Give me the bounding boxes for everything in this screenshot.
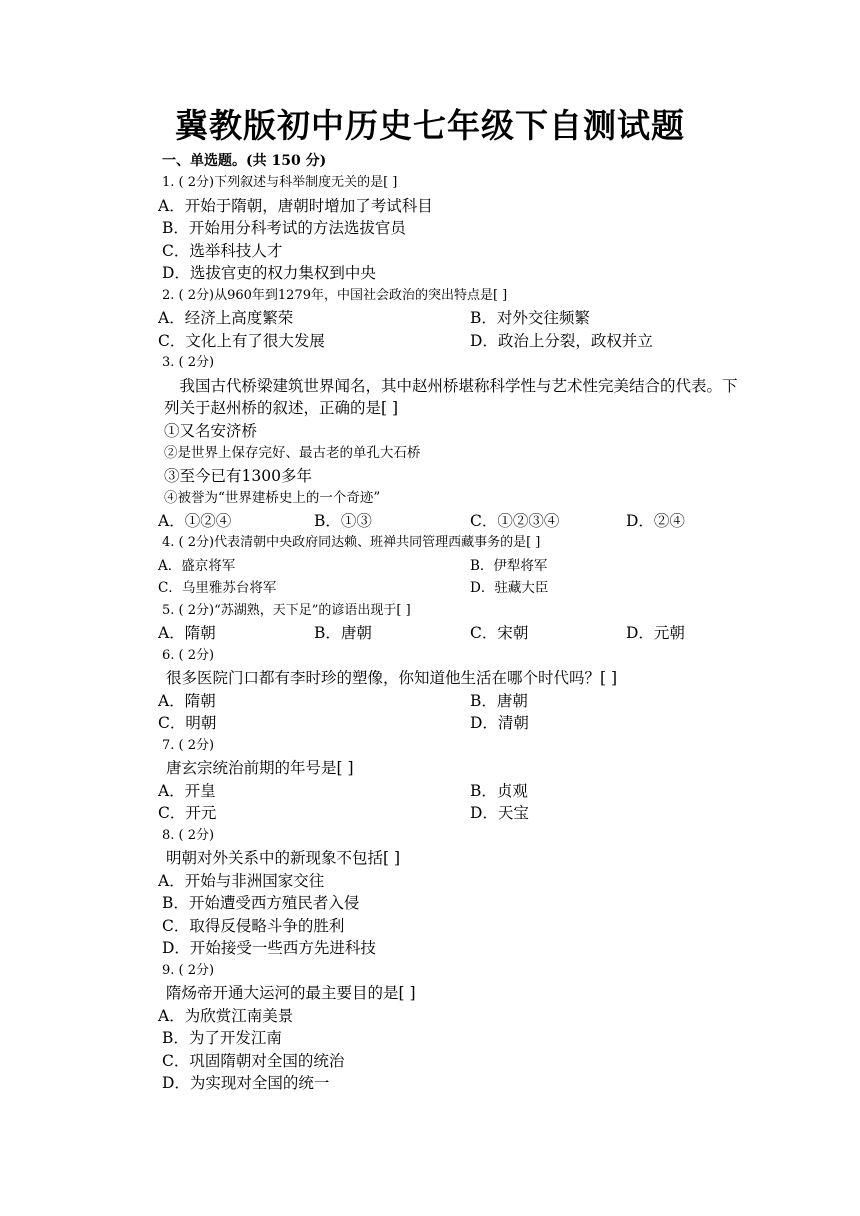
question-header: 3. ( 2分) — [162, 355, 215, 370]
option-d: D．②④ — [626, 511, 685, 530]
option-d: D．驻藏大臣 — [470, 580, 549, 596]
question-4 — [158, 532, 758, 600]
question-2 — [158, 285, 758, 353]
question-header: 7. ( 2分) — [162, 737, 215, 753]
question-6 — [158, 645, 758, 735]
option-row — [158, 510, 758, 533]
option-row — [158, 712, 758, 735]
option-a: A．开始与非洲国家交往 — [158, 871, 325, 890]
option-c: C．①②③④ — [470, 511, 560, 530]
option-row — [158, 622, 758, 645]
option-d: D．选拔官吏的权力集权到中央 — [162, 264, 376, 282]
question-header: 8. ( 2分) — [162, 827, 215, 843]
option-c: C．文化上有了很大发展 — [158, 331, 325, 350]
question-1 — [158, 172, 758, 285]
question-stem: 我国古代桥梁建筑世界闻名，其中赵州桥堪称科学性与艺术性完美结合的代表。下列关于赵州桥的叙述，正确的是[ ] — [164, 376, 738, 417]
option-b: B．开始用分科考试的方法选拔官员 — [162, 219, 406, 237]
question-9 — [158, 960, 758, 1095]
option-row — [158, 307, 758, 330]
section-heading: 一、单选题。(共 150 分) — [162, 153, 327, 169]
option-a: A．隋朝 — [158, 691, 216, 710]
question-5 — [158, 600, 758, 645]
option-d: D．开始接受一些西方先进科技 — [162, 939, 376, 957]
question-stem: 明朝对外关系中的新现象不包括[ ] — [166, 849, 401, 867]
statement-1: ①又名安济桥 — [164, 421, 258, 440]
question-header: 6. ( 2分) — [162, 647, 215, 663]
option-d: D．天宝 — [470, 804, 529, 822]
option-row — [158, 577, 758, 600]
question-stem: 唐玄宗统治前期的年号是[ ] — [166, 759, 354, 777]
option-b: B．唐朝 — [314, 624, 372, 642]
question-stem: 很多医院门口都有李时珍的塑像，你知道他生活在哪个时代吗？[ ] — [166, 669, 618, 687]
option-b: B．伊犁将军 — [470, 557, 548, 574]
question-header: 5. ( 2分)“苏湖熟，天下足”的谚语出现于[ ] — [162, 602, 411, 618]
question-8 — [158, 825, 758, 960]
option-c: C．乌里雅苏台将军 — [158, 580, 277, 596]
question-7 — [158, 735, 758, 825]
option-b: B．对外交往频繁 — [470, 309, 590, 327]
option-c: C．明朝 — [158, 714, 217, 732]
option-b: B．唐朝 — [470, 691, 528, 710]
question-list — [158, 172, 758, 1095]
option-a: A．盛京将军 — [158, 557, 236, 574]
statement-4: ④被誉为“世界建桥史上的一个奇迹” — [164, 490, 381, 506]
option-b: B．为了开发江南 — [162, 1029, 282, 1047]
option-row — [158, 330, 758, 353]
option-a: A．开皇 — [158, 781, 216, 800]
statement-2: ②是世界上保存完好、最古老的单孔大石桥 — [164, 445, 421, 461]
question-header: 4. ( 2分)代表清朝中央政府同达赖、班禅共同管理西藏事务的是[ ] — [162, 535, 541, 550]
option-row — [158, 555, 758, 578]
option-d: D．元朝 — [626, 624, 685, 642]
option-b: B．贞观 — [470, 781, 528, 800]
option-a: A．开始于隋朝，唐朝时增加了考试科目 — [158, 196, 433, 215]
option-d: D．政治上分裂，政权并立 — [470, 331, 653, 350]
option-c: C．宋朝 — [470, 624, 529, 642]
question-stem: 隋炀帝开通大运河的最主要目的是[ ] — [166, 984, 416, 1002]
option-c: C．开元 — [158, 804, 217, 822]
option-b: B．开始遭受西方殖民者入侵 — [162, 894, 360, 912]
statement-3: ③至今已有1300多年 — [164, 466, 312, 485]
question-header: 1. ( 2分)下列叙述与科举制度无关的是[ ] — [162, 175, 398, 190]
question-header: 9. ( 2分) — [162, 962, 215, 978]
question-3 — [158, 352, 758, 532]
option-d: D．为实现对全国的统一 — [162, 1074, 330, 1092]
option-row — [158, 780, 758, 803]
option-row — [158, 690, 758, 713]
option-b: B．①③ — [314, 511, 372, 530]
option-a: A．为欣赏江南美景 — [158, 1006, 294, 1025]
option-c: C．取得反侵略斗争的胜利 — [162, 916, 345, 935]
option-d: D．清朝 — [470, 714, 529, 732]
question-header: 2. ( 2分)从960年到1279年，中国社会政治的突出特点是[ ] — [162, 287, 508, 303]
option-a: A．经济上高度繁荣 — [158, 309, 294, 327]
page-title: 冀教版初中历史七年级下自测试题 — [175, 106, 685, 145]
option-a: A．①②④ — [158, 511, 232, 530]
option-c: C．巩固隋朝对全国的统治 — [162, 1051, 345, 1070]
option-c: C．选举科技人才 — [162, 241, 283, 260]
option-row — [158, 802, 758, 825]
option-a: A．隋朝 — [158, 624, 216, 642]
